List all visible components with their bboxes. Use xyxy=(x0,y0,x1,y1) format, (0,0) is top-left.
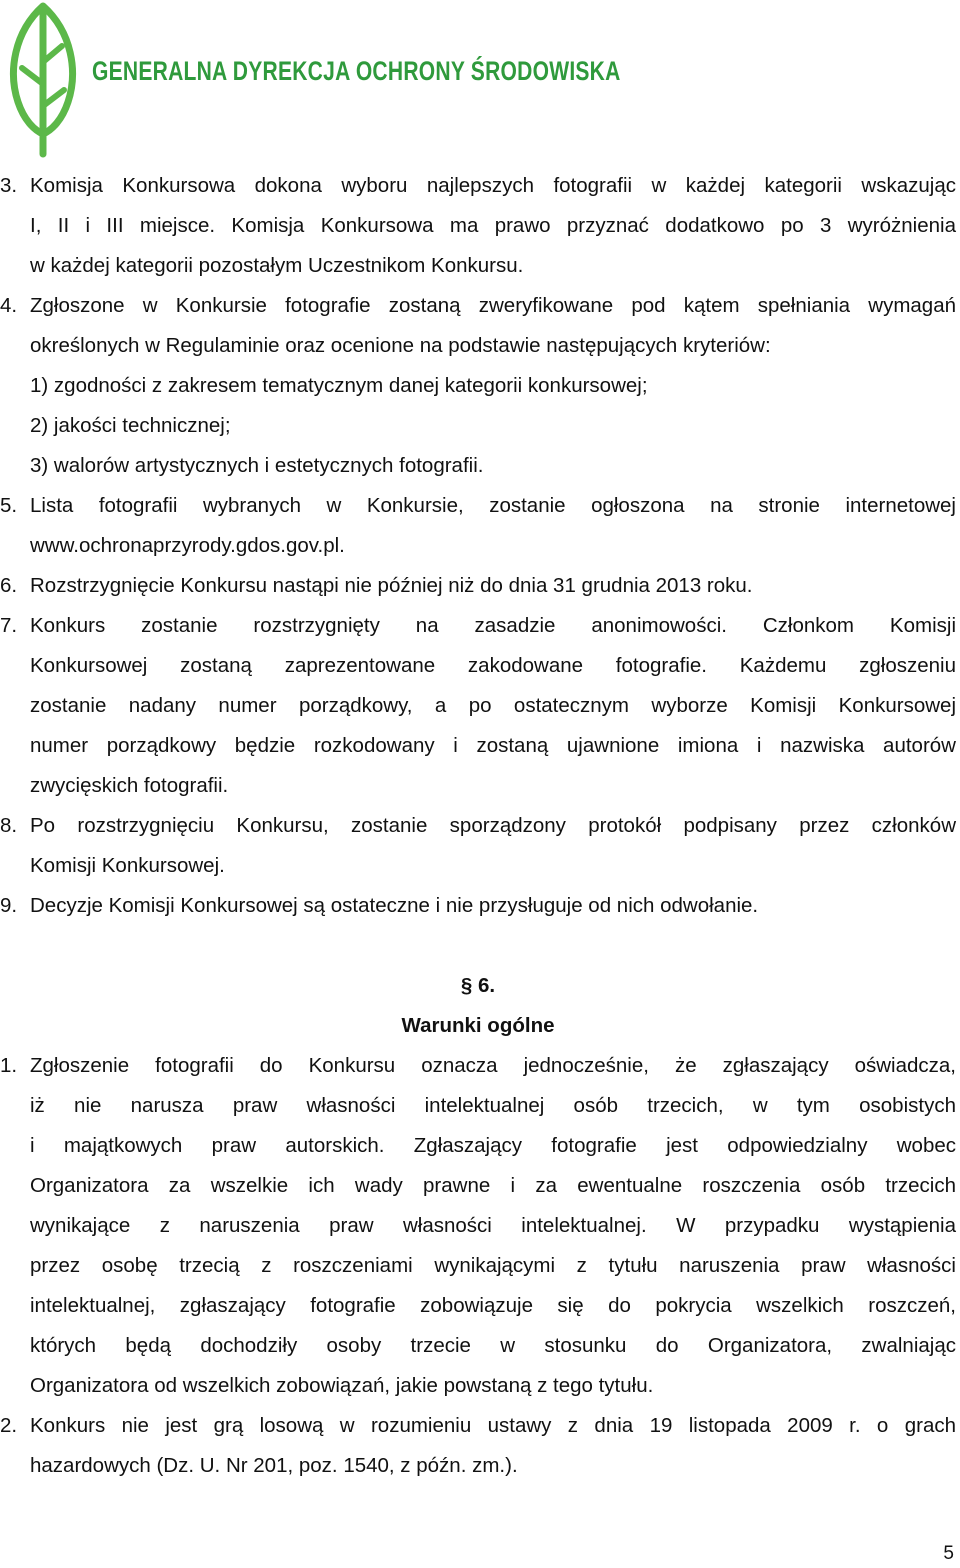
item-number: 7. xyxy=(0,614,18,637)
leaf-logo-icon xyxy=(4,2,82,158)
item-text-line: i majątkowych praw autorskich. Zgłaszający fotografie jest odpowiedzialny wobec xyxy=(30,1134,956,1157)
item-text-line: Komisji Konkursowej. xyxy=(30,854,225,877)
list-item xyxy=(0,166,956,286)
section-title: Warunki ogólne xyxy=(401,1014,555,1037)
list-item xyxy=(0,1046,956,1406)
item-text-line: zostanie nadany numer porządkowy, a po ostatecznym wyborze Komisji Konkursowej xyxy=(30,694,956,717)
item-number: 5. xyxy=(0,494,18,517)
item-number: 1. xyxy=(0,1054,18,1077)
item-text-line: iż nie narusza praw własności intelektualnej osób trzecich, w tym osobistych xyxy=(30,1094,956,1117)
list-item xyxy=(0,486,956,566)
item-text-line: wynikające z naruszenia praw własności intelektualnej. W przypadku wystąpienia xyxy=(30,1214,956,1237)
top-numbered-list xyxy=(0,166,956,926)
list-item xyxy=(0,886,956,926)
item-text-line: Konkurs nie jest grą losową w rozumieniu ustawy z dnia 19 listopada 2009 r. o grach xyxy=(30,1414,956,1437)
item-number: 3. xyxy=(0,174,18,197)
list-item xyxy=(0,806,956,886)
item-text-line: których będą dochodziły osoby trzecie w stosunku do Organizatora, zwalniając xyxy=(30,1334,956,1357)
section-symbol: § 6. xyxy=(460,974,496,997)
document-body xyxy=(0,166,956,1486)
item-number: 9. xyxy=(0,894,18,917)
item-text-line: Organizatora od wszelkich zobowiązań, jakie powstaną z tego tytułu. xyxy=(30,1374,654,1397)
list-item xyxy=(0,286,956,486)
item-text-line: 1) zgodności z zakresem tematycznym danej kategorii konkursowej; xyxy=(30,374,648,397)
item-text-line: 2) jakości technicznej; xyxy=(30,414,231,437)
item-number: 8. xyxy=(0,814,18,837)
item-number: 6. xyxy=(0,574,18,597)
item-text-line: numer porządkowy będzie rozkodowany i zostaną ujawnione imiona i nazwiska autorów xyxy=(30,734,956,757)
item-text-line: Konkurs zostanie rozstrzygnięty na zasadzie anonimowości. Członkom Komisji xyxy=(30,614,956,637)
item-text-line: hazardowych (Dz. U. Nr 201, poz. 1540, z późn. zm.). xyxy=(30,1454,518,1477)
item-text-line: Rozstrzygnięcie Konkursu nastąpi nie później niż do dnia 31 grudnia 2013 roku. xyxy=(30,574,753,597)
item-text-line: intelektualnej, zgłaszający fotografie zobowiązuje się do pokrycia wszelkich roszczeń, xyxy=(30,1294,956,1317)
section-heading xyxy=(0,966,956,1046)
item-text-line: określonych w Regulaminie oraz ocenione na podstawie następujących kryteriów: xyxy=(30,334,771,357)
list-item xyxy=(0,1406,956,1486)
list-item xyxy=(0,606,956,806)
item-text-line: 3) walorów artystycznych i estetycznych fotografii. xyxy=(30,454,484,477)
item-text-line: Konkursowej zostaną zaprezentowane zakodowane fotografie. Każdemu zgłoszeniu xyxy=(30,654,956,677)
page-number: 5 xyxy=(943,1543,954,1564)
item-text-line: Komisja Konkursowa dokona wyboru najlepszych fotografii w każdej kategorii wskazując xyxy=(30,174,956,197)
page-header xyxy=(0,0,960,160)
item-text-line: w każdej kategorii pozostałym Uczestnikom Konkursu. xyxy=(30,254,524,277)
item-number: 4. xyxy=(0,294,18,317)
item-text-line: Po rozstrzygnięciu Konkursu, zostanie sporządzony protokół podpisany przez członków xyxy=(30,814,956,837)
logo-text: GENERALNA DYREKCJA OCHRONY ŚRODOWISKA xyxy=(92,56,621,86)
list-item xyxy=(0,566,956,606)
bottom-numbered-list xyxy=(0,1046,956,1486)
item-text-line: Decyzje Komisji Konkursowej są ostateczne i nie przysługuje od nich odwołanie. xyxy=(30,894,759,917)
item-text-line: Lista fotografii wybranych w Konkursie, zostanie ogłoszona na stronie internetowej xyxy=(30,494,956,517)
item-text-line: www.ochronaprzyrody.gdos.gov.pl. xyxy=(30,534,345,557)
item-text-line: Zgłoszone w Konkursie fotografie zostaną zweryfikowane pod kątem spełniania wymagań xyxy=(30,294,956,317)
item-text-line: I, II i III miejsce. Komisja Konkursowa ma prawo przyznać dodatkowo po 3 wyróżnienia xyxy=(30,214,956,237)
item-text-line: Zgłoszenie fotografii do Konkursu oznacza jednocześnie, że zgłaszający oświadcza, xyxy=(30,1054,956,1077)
item-text-line: zwycięskich fotografii. xyxy=(30,774,229,797)
item-text-line: Organizatora za wszelkie ich wady prawne i za ewentualne roszczenia osób trzecich xyxy=(30,1174,956,1197)
item-text-line: przez osobę trzecią z roszczeniami wynikającymi z tytułu naruszenia praw własności xyxy=(30,1254,956,1277)
item-number: 2. xyxy=(0,1414,18,1437)
